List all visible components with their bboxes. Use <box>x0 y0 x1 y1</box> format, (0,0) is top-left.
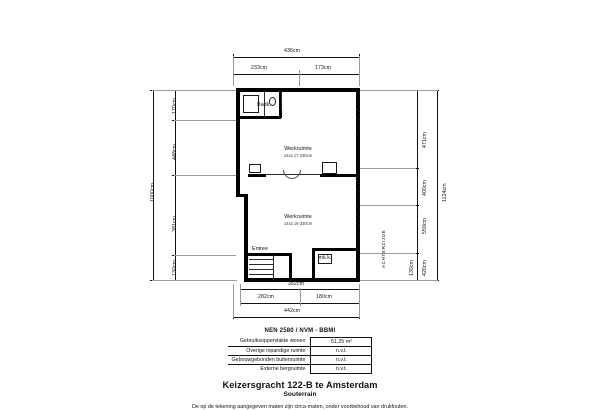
ext-line <box>356 168 416 169</box>
door-arc-mid <box>279 157 304 182</box>
ext-line <box>174 175 236 176</box>
area-value: 51,25 m² <box>311 338 372 347</box>
ext-line <box>174 255 236 256</box>
room-label-bathroom <box>252 102 276 109</box>
wall-bathroom-bottom <box>240 116 281 119</box>
room-size-werkruimte-1: 14x2 17-230cm <box>283 152 313 158</box>
dim-left-seg-1: 170cm <box>172 97 178 114</box>
ext-line <box>240 284 241 306</box>
area-label: Overige inpandige ruimte <box>228 347 311 356</box>
ext-line <box>300 288 301 306</box>
room-label-entree <box>252 246 282 253</box>
side-label-achterzijde: ACHTERZIJDE <box>381 229 386 268</box>
dim-right-outer-line <box>437 90 438 280</box>
wall-kast-top <box>312 248 356 251</box>
title-block <box>0 328 600 410</box>
room-label-werkruimte-2 <box>260 214 336 227</box>
room-size-werkruimte-2: 14x2 16-330cm <box>283 220 313 226</box>
dim-top-left-line <box>233 74 299 75</box>
dim-left-seg-3: 381cm <box>172 215 178 232</box>
wall-top <box>236 88 360 92</box>
ext-line <box>174 120 236 121</box>
dim-top-right-label: 173cm <box>315 65 332 71</box>
dim-bottom-overall-line <box>233 317 359 318</box>
ext-line <box>152 90 237 91</box>
disclaimer-text: De op de tekening aangegeven maten zijn circa-maten, onder voorbehoud van drukfouten. <box>191 404 409 410</box>
ext-line <box>356 253 416 254</box>
dim-left-outer-label: 1000cm <box>150 182 156 202</box>
dim-right-inner-line <box>417 90 418 280</box>
area-label: Gebouwgebonden buitenruimte <box>228 356 311 365</box>
dim-right-seg-2: 400cm <box>422 179 428 196</box>
area-label: Externe bergruimte <box>228 365 311 374</box>
room-label-werkruimte-1 <box>260 146 336 159</box>
wall-left-step <box>236 194 248 197</box>
ext-line <box>356 90 438 91</box>
area-value: n.v.t. <box>311 365 372 374</box>
area-table <box>228 337 373 374</box>
hatched-wall <box>356 88 360 282</box>
stair-tread <box>249 264 273 265</box>
table-row <box>228 347 372 356</box>
page-title: Keizersgracht 122-B te Amsterdam <box>222 380 378 390</box>
stair-tread <box>249 259 273 260</box>
room-label-kast <box>316 255 334 262</box>
dim-bottom-left-line <box>240 303 300 304</box>
dim-right-seg-5: 130cm <box>409 259 415 276</box>
stair-tread <box>249 269 273 270</box>
wall-left-upper <box>236 88 240 194</box>
dim-left-seg-2: 448cm <box>172 143 178 160</box>
ext-line <box>356 205 416 206</box>
ext-line <box>299 70 300 86</box>
room-name-werkruimte-1: Werkruimte <box>284 146 312 152</box>
wall-mid-right <box>320 174 356 177</box>
room-name-bathroom: Badk. <box>257 102 271 108</box>
ext-line <box>152 280 237 281</box>
floorplan-drawing <box>236 88 360 282</box>
dim-right-seg-3: 559cm <box>422 217 428 234</box>
wall-left-lower <box>244 194 248 282</box>
ext-line <box>359 284 360 318</box>
area-value: n.v.t. <box>311 356 372 365</box>
dim-left-inner-line <box>175 90 176 280</box>
ext-line <box>356 280 438 281</box>
room-name-entree: Entree <box>252 246 268 252</box>
dim-left-seg-4: 130cm <box>172 259 178 276</box>
dim-right-seg-4: 420cm <box>422 259 428 276</box>
table-row <box>228 356 372 365</box>
table-row <box>228 338 372 347</box>
stair-tread <box>249 274 273 275</box>
cabinet-fixture-right <box>322 162 337 174</box>
ext-line <box>359 56 360 86</box>
dim-top-overall-line <box>233 57 359 58</box>
floor-label: Souterrain <box>283 391 317 398</box>
area-value: n.v.t. <box>311 347 372 356</box>
dim-bottom-right-label: 180cm <box>316 294 333 300</box>
dim-bottom-overall-label: 442cm <box>284 308 301 314</box>
dim-right-outer-label: 1124cm <box>442 183 448 202</box>
nen-standard-label: NEN 2580 / NVM - BBMI <box>264 328 336 334</box>
room-name-werkruimte-2: Werkruimte <box>284 214 312 220</box>
table-row <box>228 365 372 374</box>
cabinet-fixture-left <box>249 164 261 173</box>
ext-line <box>233 56 234 86</box>
dim-top-overall-label: 436cm <box>284 48 301 54</box>
dim-bottom-inner-label: 382cm <box>288 281 305 287</box>
stair-stringer <box>273 255 274 280</box>
dim-top-left-label: 233cm <box>251 65 268 71</box>
closet-line <box>281 92 282 110</box>
dim-bottom-right-line <box>300 303 359 304</box>
dim-top-right-line <box>299 74 359 75</box>
dim-bottom-left-label: 282cm <box>258 294 275 300</box>
wall-kast-left <box>312 248 315 280</box>
wall-entree-top <box>248 253 292 256</box>
area-label: Gebruiksoppervlakte wonen <box>228 338 311 347</box>
wall-mid-left <box>248 174 266 177</box>
dim-right-seg-1: 471cm <box>422 131 428 148</box>
room-name-kast: mk.k. <box>318 255 332 261</box>
wall-entree-right <box>289 253 292 280</box>
ext-line <box>233 284 234 318</box>
